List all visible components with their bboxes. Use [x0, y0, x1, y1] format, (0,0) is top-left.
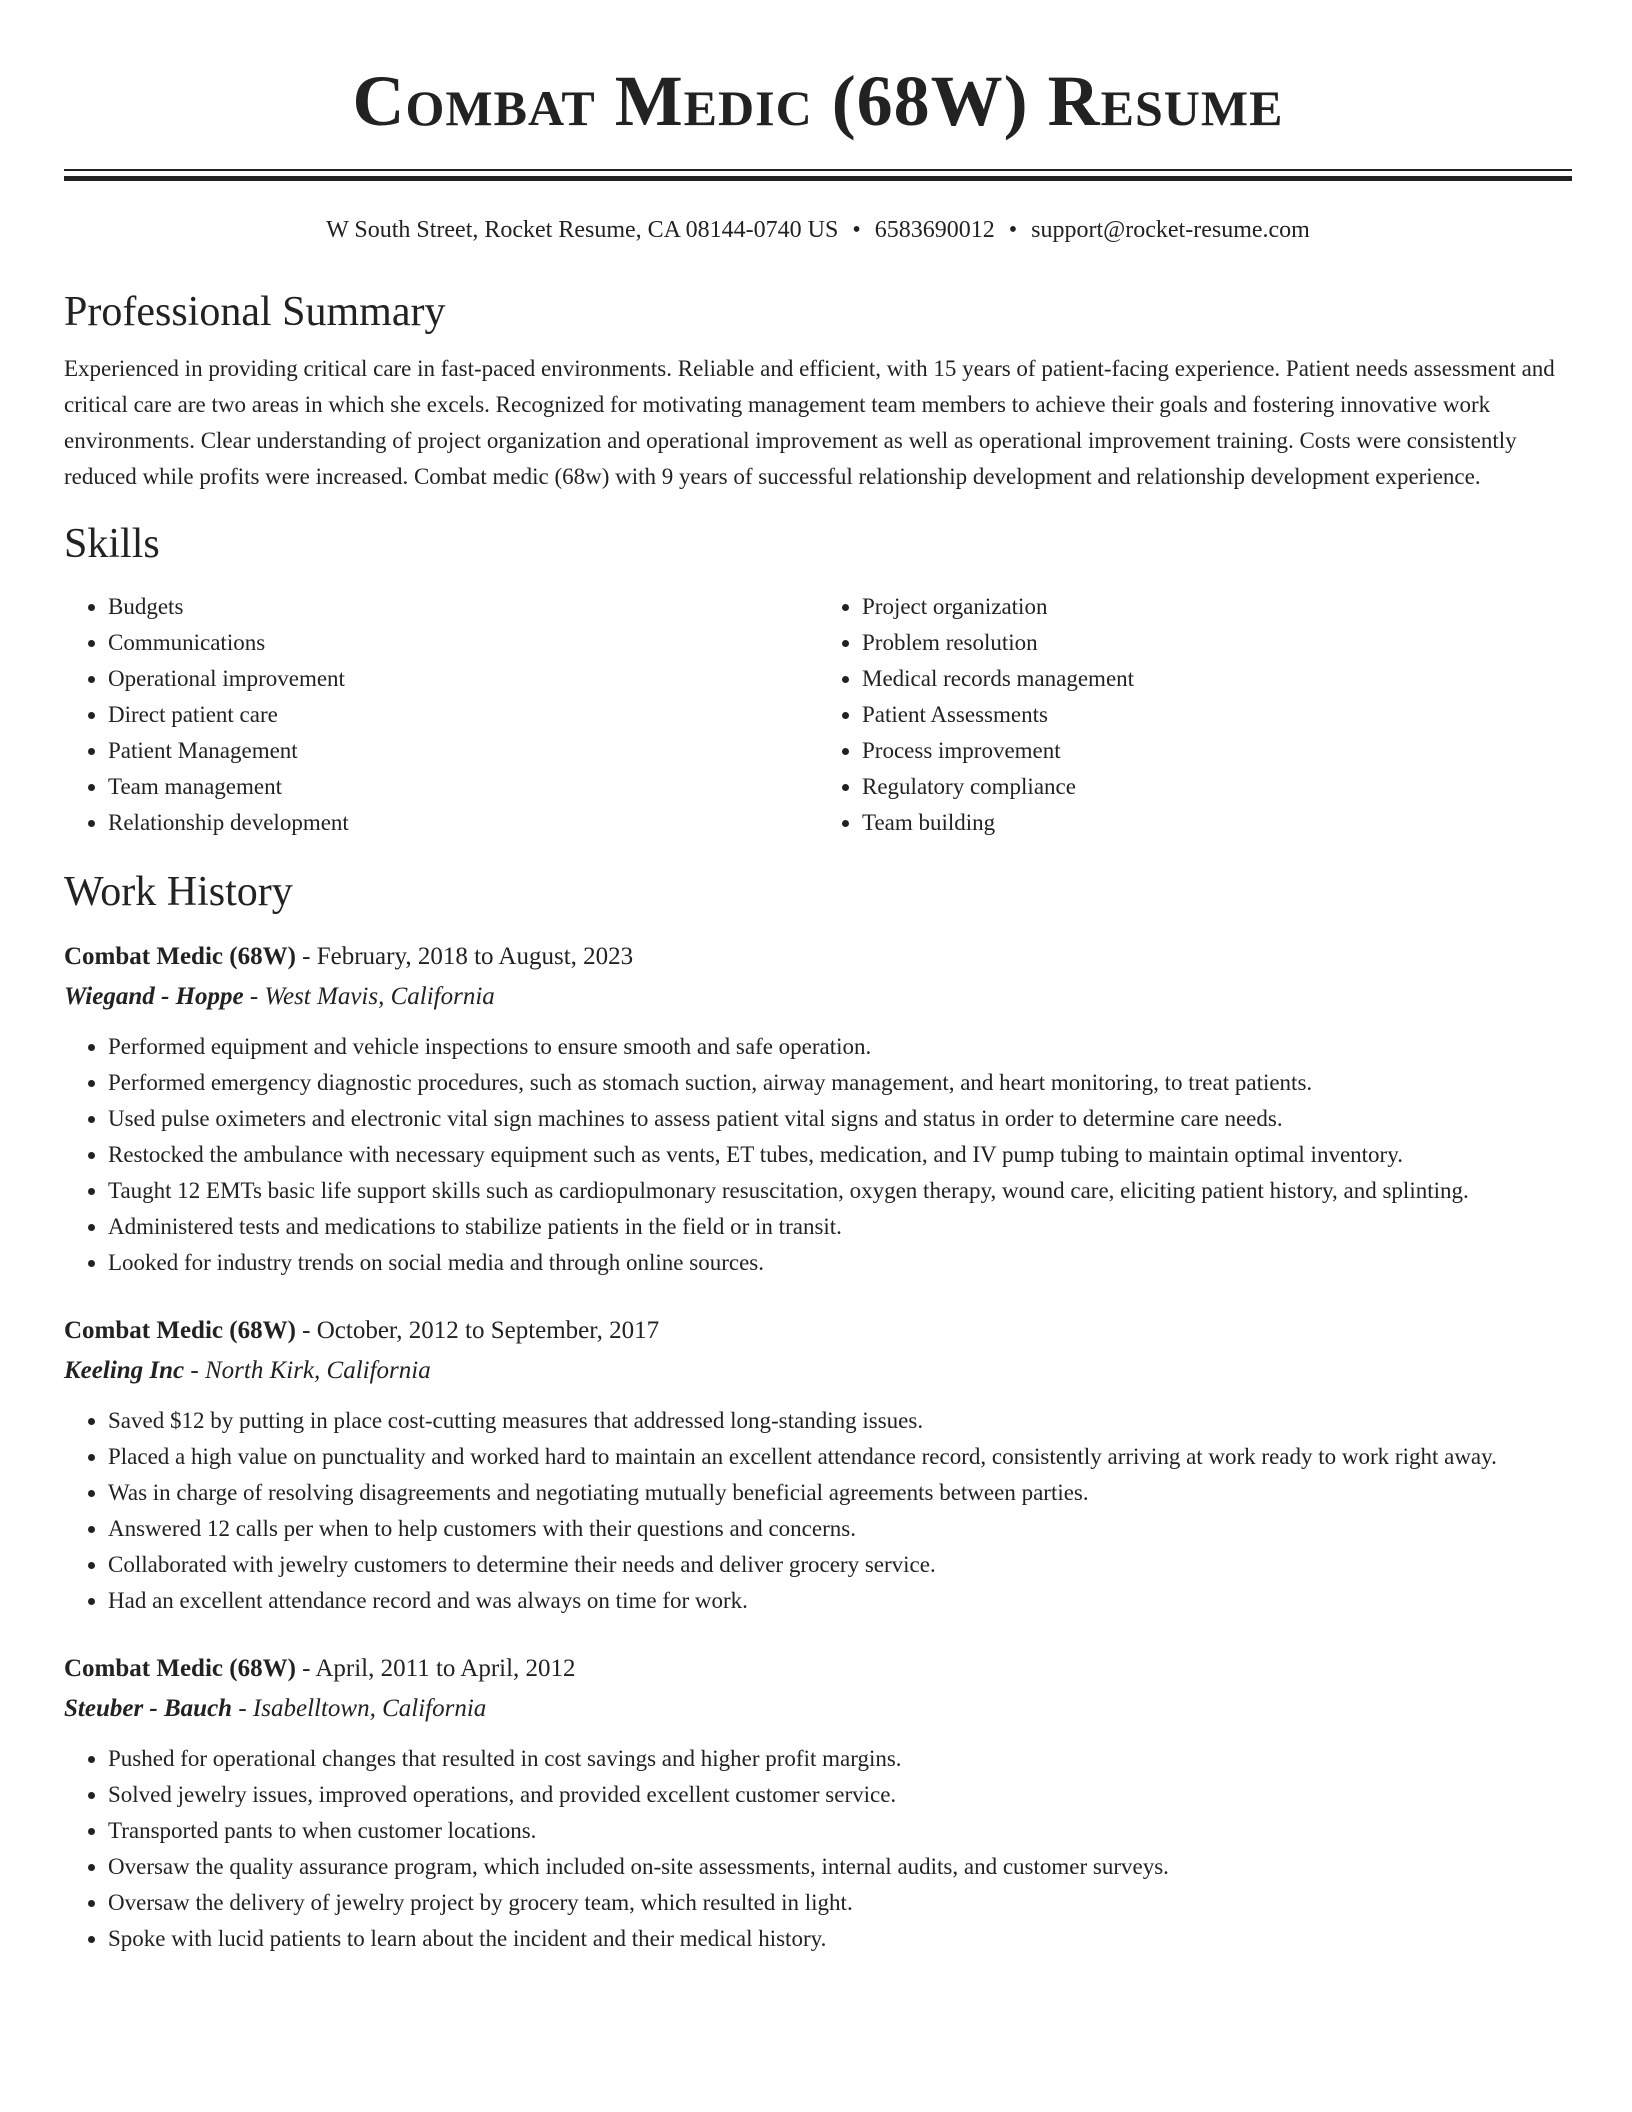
job-duty: • Oversaw the quality assurance program, which included on-site assessments, internal audits, and customer surveys. [108, 1849, 1572, 1885]
job-company: Wiegand - Hoppe [64, 983, 244, 1010]
job-duty: • Used pulse oximeters and electronic vital sign machines to assess patient vital signs and status in order to determine care needs. [108, 1101, 1572, 1137]
job-title: Combat Medic (68W) [64, 1655, 296, 1682]
job-company: Steuber - Bauch [64, 1695, 233, 1722]
job-title: Combat Medic (68W) [64, 943, 296, 970]
skill-item: • Patient Assessments [862, 697, 1572, 733]
job-title: Combat Medic (68W) [64, 1317, 296, 1344]
contact-email: support@rocket-resume.com [1031, 217, 1310, 243]
job-duties [64, 1741, 1572, 1957]
job-duty: • Oversaw the delivery of jewelry project by grocery team, which resulted in light. [108, 1885, 1572, 1921]
title-divider-thick [64, 176, 1572, 181]
work-history-heading: Work History [64, 869, 293, 915]
skill-item: • Budgets [108, 589, 818, 625]
job-company-line [64, 1689, 1572, 1729]
resume-title: Combat Medic (68W) Resume [352, 61, 1284, 141]
skill-item: • Direct patient care [108, 697, 818, 733]
job-duty: • Collaborated with jewelry customers to determine their needs and deliver grocery service. [108, 1547, 1572, 1583]
skill-item: • Medical records management [862, 661, 1572, 697]
job-duty: • Placed a high value on punctuality and worked hard to maintain an excellent attendance record, consistently arriving at work ready to work right away. [108, 1439, 1572, 1475]
skill-item: • Operational improvement [108, 661, 818, 697]
skills-column-left [64, 589, 818, 841]
job-company-line [64, 1351, 1572, 1391]
job-duty: • Looked for industry trends on social media and through online sources. [108, 1245, 1572, 1281]
contact-separator: • [1008, 217, 1018, 243]
job-company: Keeling Inc [64, 1357, 185, 1384]
summary-heading: Professional Summary [64, 289, 446, 335]
job-duties [64, 1029, 1572, 1281]
summary-text: Experienced in providing critical care in fast-paced environments. Reliable and efficient, with 15 years of patient-facing experience. Patient needs assessment and critical care are two areas in which she excels. Recognized for motivating management team members to achieve their goals and fostering innovative work environments. Clear understanding of project organization and operational improvement as well as operational improvement training. Costs were consistently reduced while profits were increased. Combat medic (68w) with 9 years of successful relationship development and relationship development experience. [64, 356, 1555, 489]
job-entry [64, 1311, 1572, 1619]
job-dates: - February, 2018 to August, 2023 [295, 943, 634, 970]
job-location: - Isabelltown, California [232, 1695, 487, 1722]
job-duty: • Restocked the ambulance with necessary equipment such as vents, ET tubes, medication, and IV pump tubing to maintain optimal inventory. [108, 1137, 1572, 1173]
job-entry [64, 937, 1572, 1281]
job-entry [64, 1649, 1572, 1957]
job-location: - West Mavis, California [243, 983, 495, 1010]
contact-phone: 6583690012 [874, 217, 995, 243]
skill-item: • Team management [108, 769, 818, 805]
job-title-line [64, 937, 1572, 977]
job-title-line [64, 1649, 1572, 1689]
skill-item: • Patient Management [108, 733, 818, 769]
job-duty: • Had an excellent attendance record and was always on time for work. [108, 1583, 1572, 1619]
skills-list [64, 589, 1572, 841]
contact-separator: • [852, 217, 861, 243]
job-dates: - April, 2011 to April, 2012 [295, 1655, 576, 1682]
resume-page [64, 0, 1572, 1957]
job-location: - North Kirk, California [184, 1357, 431, 1384]
job-company-line [64, 977, 1572, 1017]
job-duty: • Solved jewelry issues, improved operations, and provided excellent customer service. [108, 1777, 1572, 1813]
skill-item: • Problem resolution [862, 625, 1572, 661]
job-duties [64, 1403, 1572, 1619]
job-duty: • Answered 12 calls per when to help customers with their questions and concerns. [108, 1511, 1572, 1547]
job-duty: • Spoke with lucid patients to learn about the incident and their medical history. [108, 1921, 1572, 1957]
job-duty: • Administered tests and medications to stabilize patients in the field or in transit. [108, 1209, 1572, 1245]
contact-line [64, 215, 1572, 245]
skill-item: • Project organization [862, 589, 1572, 625]
skills-column-right [818, 589, 1572, 841]
skill-item: • Process improvement [862, 733, 1572, 769]
title-divider-thin [64, 169, 1572, 171]
job-duty: • Performed emergency diagnostic procedures, such as stomach suction, airway management, and heart monitoring, to treat patients. [108, 1065, 1572, 1101]
job-duty: • Was in charge of resolving disagreements and negotiating mutually beneficial agreements between parties. [108, 1475, 1572, 1511]
job-dates: - October, 2012 to September, 2017 [295, 1317, 660, 1344]
skill-item: • Regulatory compliance [862, 769, 1572, 805]
job-title-line [64, 1311, 1572, 1351]
job-duty: • Saved $12 by putting in place cost-cutting measures that addressed long-standing issues. [108, 1403, 1572, 1439]
job-duty: • Taught 12 EMTs basic life support skills such as cardiopulmonary resuscitation, oxygen therapy, wound care, eliciting patient history, and splinting. [108, 1173, 1572, 1209]
skill-item: • Team building [862, 805, 1572, 841]
skill-item: • Relationship development [108, 805, 818, 841]
skill-item: • Communications [108, 625, 818, 661]
skills-heading: Skills [64, 521, 160, 567]
job-duty: • Pushed for operational changes that resulted in cost savings and higher profit margins. [108, 1741, 1572, 1777]
job-duty: • Performed equipment and vehicle inspections to ensure smooth and safe operation. [108, 1029, 1572, 1065]
contact-address: W South Street, Rocket Resume, CA 08144-0740 US [326, 217, 839, 243]
job-duty: • Transported pants to when customer locations. [108, 1813, 1572, 1849]
